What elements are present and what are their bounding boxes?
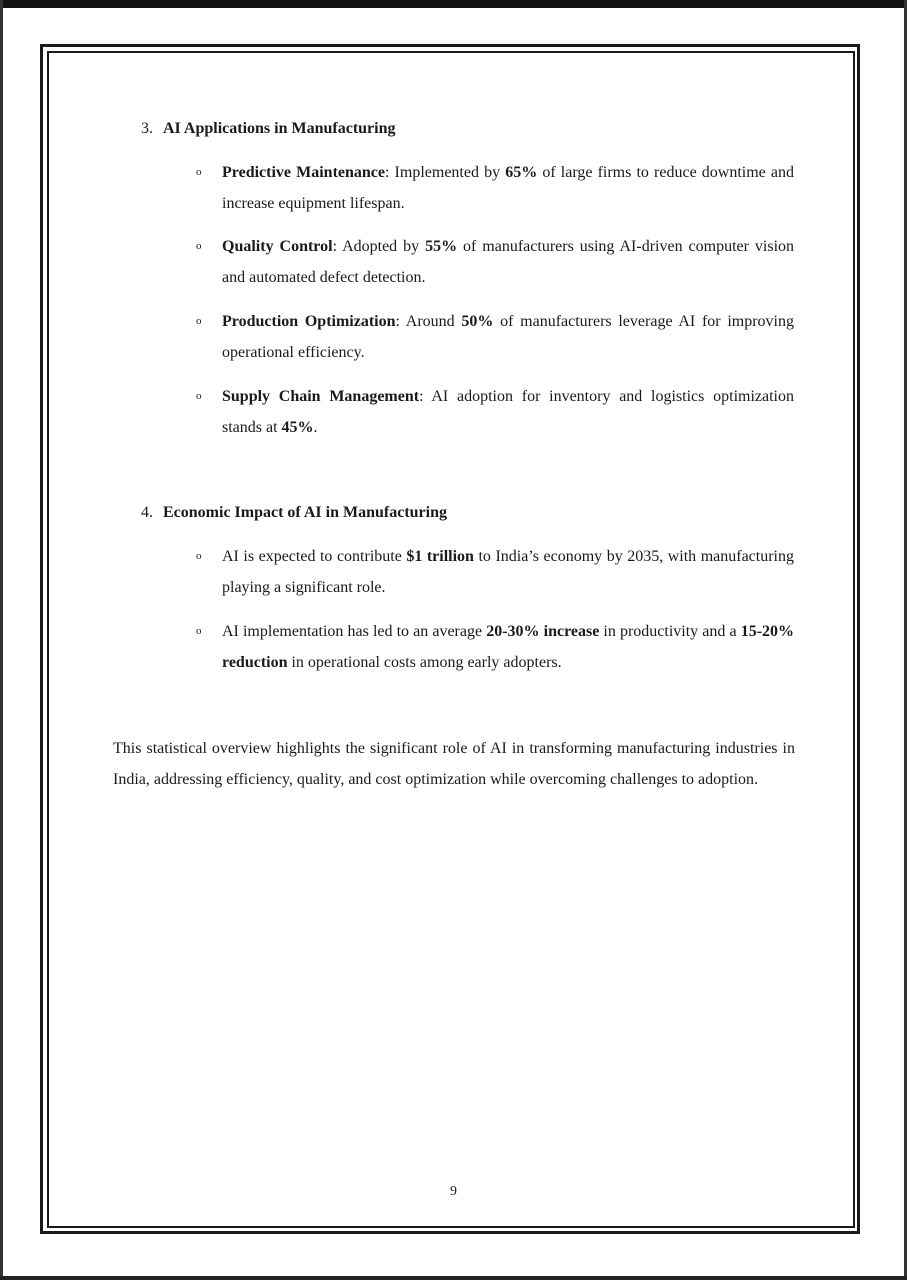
list-item bbox=[196, 541, 796, 603]
item-stat: $1 trillion bbox=[406, 548, 474, 565]
list-item bbox=[196, 381, 796, 443]
section-title: AI Applications in Manufacturing bbox=[163, 120, 396, 137]
list-item bbox=[196, 157, 796, 219]
scan-top-edge bbox=[0, 0, 907, 8]
item-stat: 45% bbox=[281, 419, 314, 436]
section-title: Economic Impact of AI in Manufacturing bbox=[163, 504, 447, 521]
item-text: : AI adoption for inventory and logistics optimization stands at bbox=[222, 388, 794, 436]
section-number: 3. bbox=[141, 120, 153, 137]
item-stat: 65% bbox=[505, 164, 538, 181]
bullet-marker: o bbox=[196, 315, 202, 327]
item-label: Production Optimization bbox=[222, 313, 396, 330]
item-text: of manufacturers using AI-driven computer vision and automated defect detection. bbox=[222, 238, 795, 286]
list-item bbox=[196, 616, 796, 678]
section-number: 4. bbox=[141, 504, 153, 521]
item-text: of large firms to reduce downtime and increase equipment lifespan. bbox=[222, 164, 794, 212]
bullet-marker: o bbox=[196, 625, 202, 637]
item-stat: 50% bbox=[461, 313, 494, 330]
list-item-text bbox=[222, 541, 794, 603]
list-item-text bbox=[222, 616, 794, 678]
bullet-marker: o bbox=[196, 390, 202, 402]
list-item-text bbox=[222, 306, 794, 368]
item-text: : Adopted by bbox=[332, 238, 426, 255]
section-3-heading bbox=[141, 119, 395, 139]
item-label: Predictive Maintenance bbox=[222, 164, 385, 181]
item-text: AI implementation has led to an average bbox=[222, 623, 487, 640]
list-item-text bbox=[222, 157, 794, 219]
item-text: AI is expected to contribute bbox=[222, 548, 407, 565]
item-stat: 15-20% reduction bbox=[222, 623, 795, 671]
item-stat: 55% bbox=[425, 238, 458, 255]
summary-paragraph: This statistical overview highlights the significant role of AI in transforming manufacturing industries in India, addressing efficiency, quality, and cost optimization while overcoming challenges to adoption. bbox=[113, 740, 795, 788]
page-number: 9 bbox=[450, 1184, 457, 1199]
bullet-marker: o bbox=[196, 550, 202, 562]
list-item-text bbox=[222, 231, 794, 293]
item-text: in productivity and a bbox=[599, 623, 741, 640]
item-text: in operational costs among early adopters. bbox=[287, 654, 562, 671]
bullet-marker: o bbox=[196, 166, 202, 178]
item-text: : Around bbox=[395, 313, 462, 330]
item-stat: 20-30% increase bbox=[486, 623, 600, 640]
item-text: . bbox=[313, 419, 318, 436]
list-item bbox=[196, 231, 796, 293]
item-text: of manufacturers leverage AI for improving operational efficiency. bbox=[222, 313, 794, 361]
list-item bbox=[196, 306, 796, 368]
scan-bottom-edge bbox=[0, 1276, 907, 1280]
bullet-marker: o bbox=[196, 240, 202, 252]
item-label: Quality Control bbox=[222, 238, 333, 255]
scan-left-edge bbox=[0, 0, 3, 1280]
item-text: to India’s economy by 2035, with manufacturing playing a significant role. bbox=[222, 548, 795, 596]
item-text: : Implemented by bbox=[385, 164, 506, 181]
list-item-text bbox=[222, 381, 794, 443]
section-4-heading bbox=[141, 503, 447, 523]
item-label: Supply Chain Management bbox=[222, 388, 420, 405]
